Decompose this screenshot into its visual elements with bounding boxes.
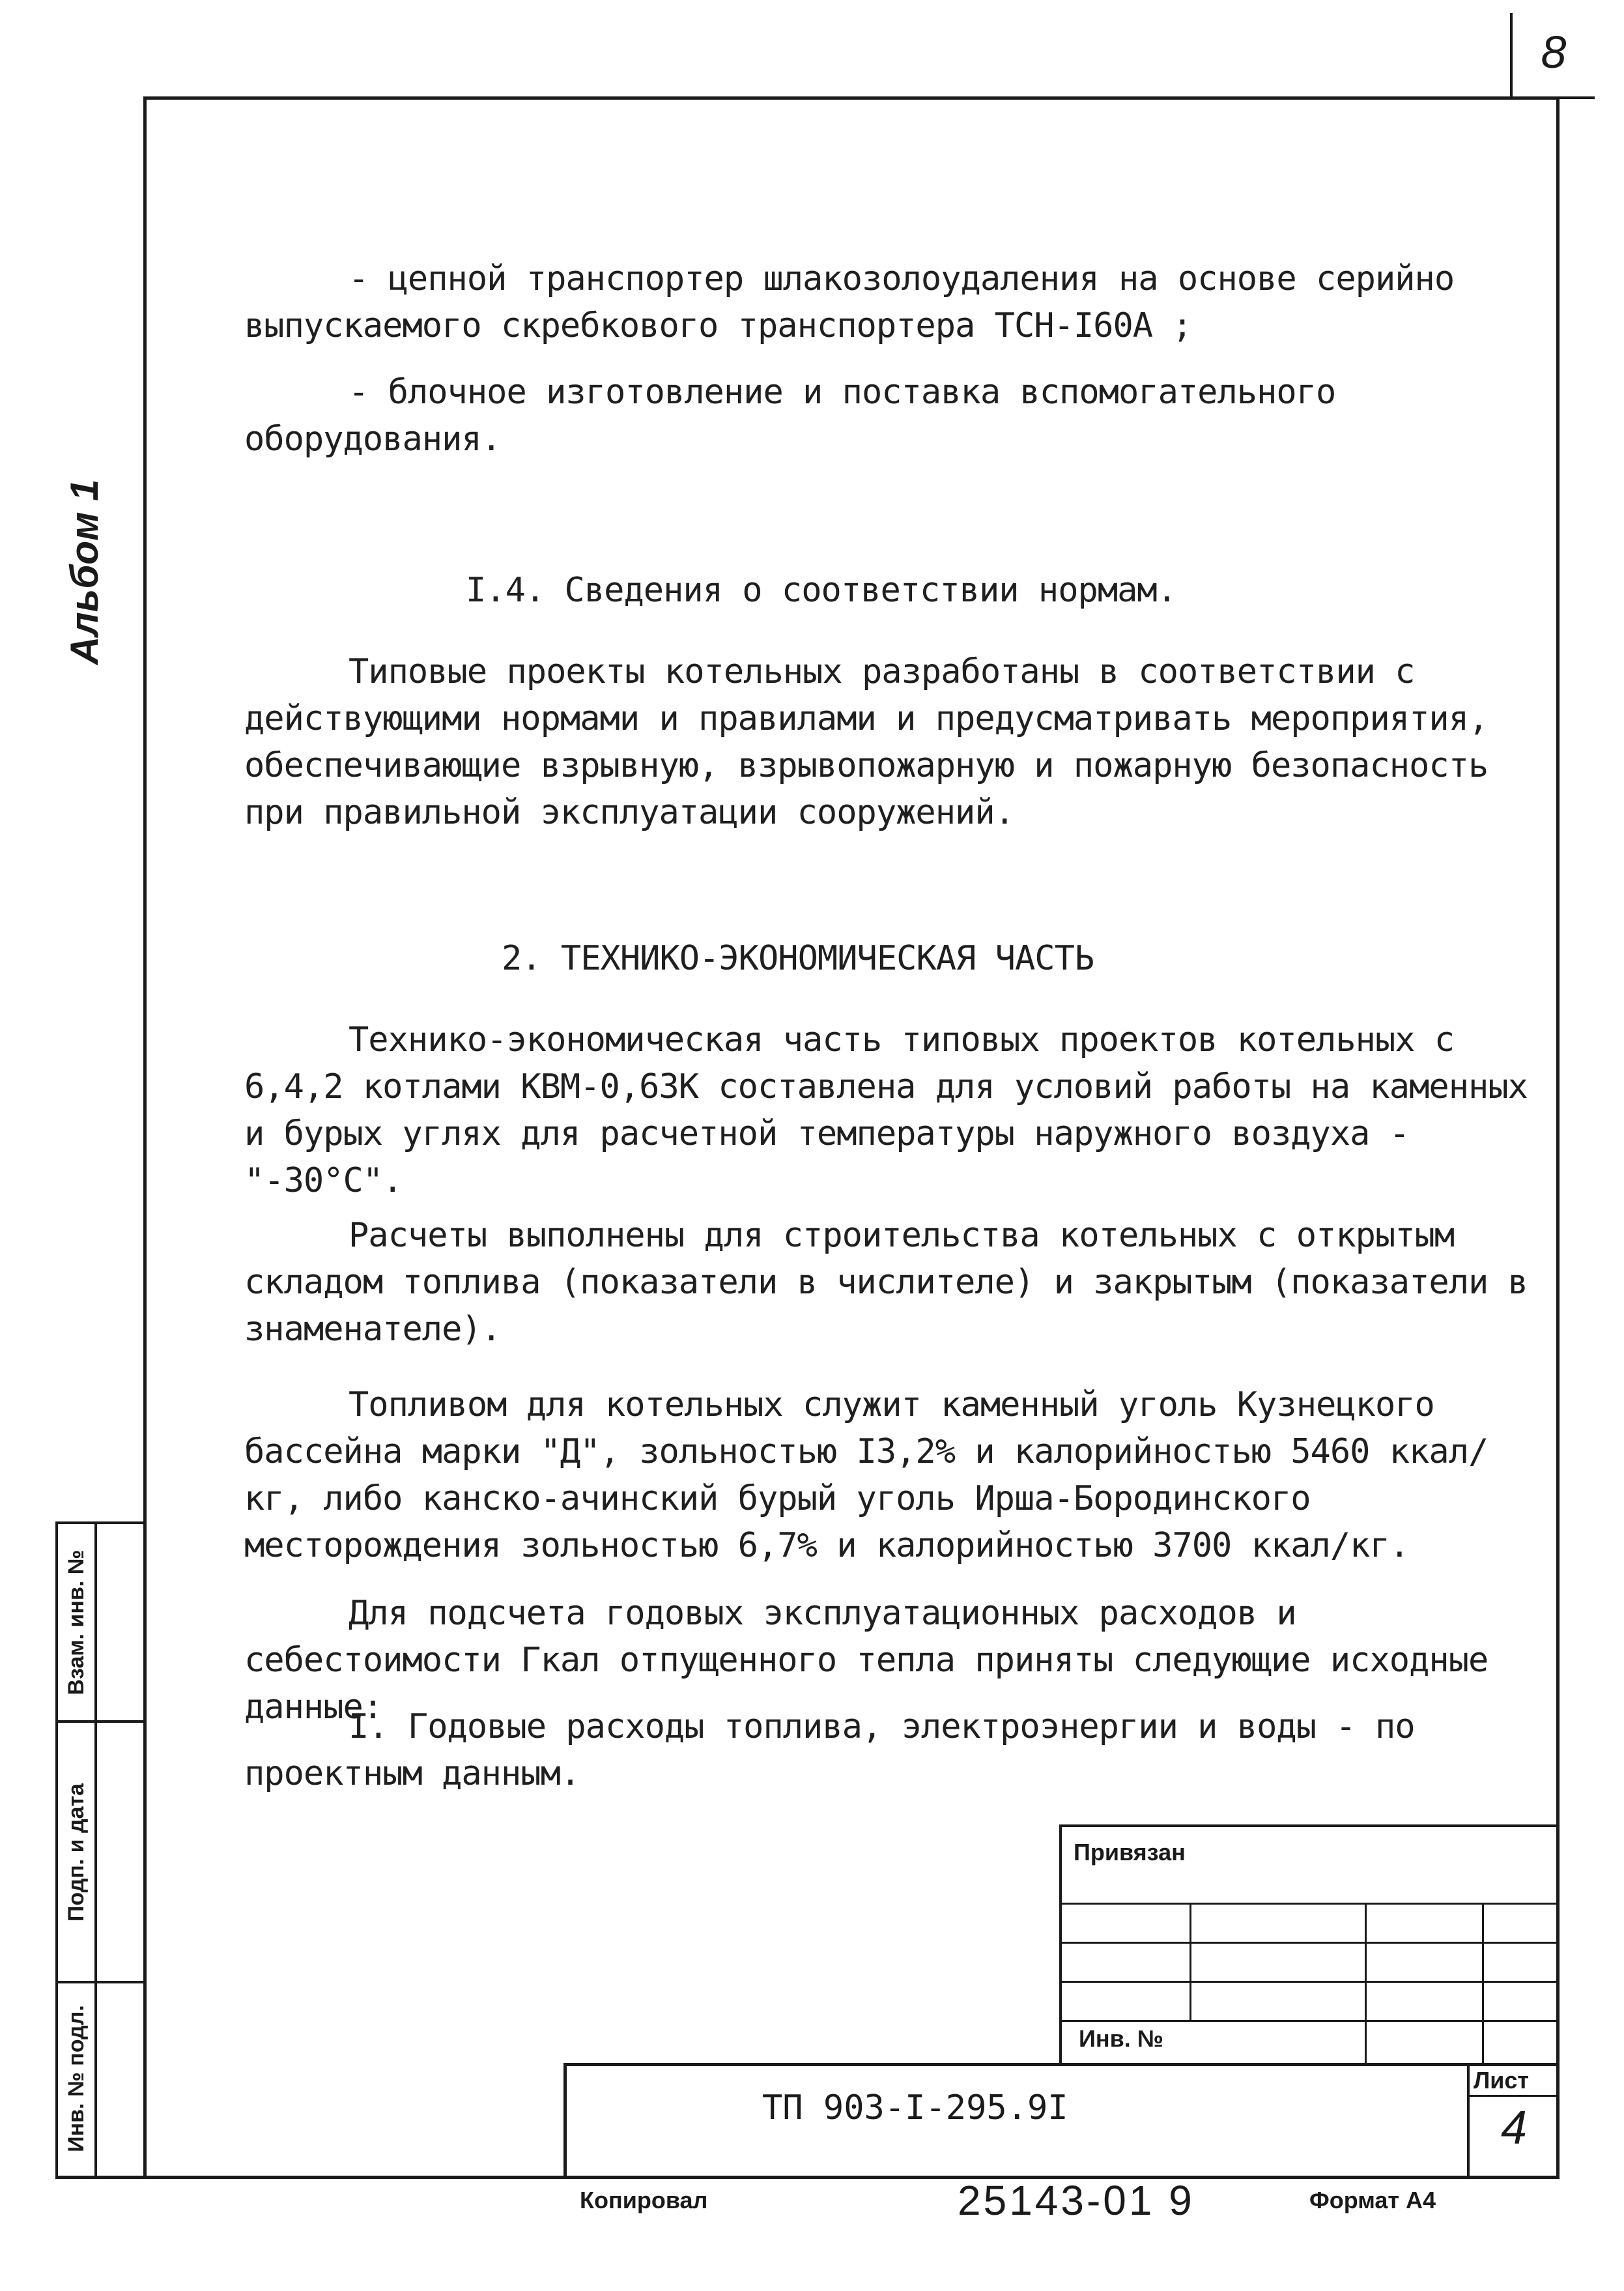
paragraph-annual-consumption: I. Годовые расходы топлива, электроэнергии и воды - по проектным данным.: [244, 1707, 1415, 1793]
document-code: ТП 903-I-295.9I: [762, 2088, 1068, 2127]
frame-top: [143, 96, 1560, 100]
sheet-label: Лист: [1474, 2067, 1530, 2094]
vzam-inv-label: Взам. инв. №: [64, 1549, 89, 1695]
frame-left: [143, 96, 147, 2179]
frame-bottom: [55, 2176, 1560, 2179]
tb-row2: [1059, 1942, 1560, 1944]
paragraph-chain-transporter: - цепной транспортер шлакозолоудаления на основе серийно выпускаемого скребкового транспортера ТСН-I60А ;: [244, 259, 1455, 345]
tb-row3: [1059, 1981, 1560, 1983]
tb-lower-left: [563, 2063, 567, 2177]
tb-col2: [1365, 1903, 1367, 2066]
page-number: 8: [1541, 27, 1567, 78]
podp-data-label: Подп. и дата: [64, 1783, 89, 1922]
side-stamp-inner: [94, 1521, 97, 2176]
inv-no-label: Инв. №: [1079, 2025, 1163, 2052]
tb-lower-top: [563, 2063, 1560, 2066]
paragraph-calculations: Расчеты выполнены для строительства котельных с открытым складом топлива (показатели в числителе) и закрытым (показатели в знаменателе).: [244, 1216, 1528, 1349]
paragraph-norms: Типовые проекты котельных разработаны в соответствии с действующими нормами и правилами и предусматривать мероприятия, обеспечивающие взрывную, взрывопожарную и пожарную безопасность при правильной эксплуатации сооружений.: [244, 652, 1489, 832]
frame-right: [1556, 96, 1560, 2179]
side-stamp-div2: [55, 1981, 147, 1983]
tb-upper-top: [1059, 1824, 1560, 1827]
paragraph-initial-data: Для подсчета годовых эксплуатационных расходов и себестоимости Гкал отпущенного тепла приняты следующие исходные данные:: [244, 1594, 1489, 1727]
tb-col3: [1482, 1903, 1484, 2066]
inv-podl-label: Инв. № подл.: [64, 2005, 89, 2152]
paragraph-fuel: Топливом для котельных служит каменный уголь Кузнецкого бассейна марки "Д", зольностью I3,2% и калорийностью 5460 ккал/кг, либо канско-ачинский бурый уголь Ирша-Бородинского месторождения зольностью 6,7% и калорийностью 3700 ккал/кг.: [244, 1385, 1489, 1565]
tb-row4: [1059, 2020, 1560, 2022]
copied-label: Копировал: [580, 2187, 708, 2213]
heading-tech-econ: 2. ТЕХНИКО-ЭКОНОМИЧЕСКАЯ ЧАСТЬ: [502, 939, 1094, 978]
paragraph-block-fabrication: - блочное изготовление и поставка вспомогательного оборудования.: [244, 373, 1336, 459]
side-stamp-top: [55, 1521, 147, 1524]
format-label: Формат А4: [1309, 2187, 1436, 2213]
tb-upper-left: [1059, 1824, 1062, 2066]
paragraph-tech-econ: Технико-экономическая часть типовых проектов котельных с 6,4,2 котлами КВМ-0,63К составлена для условий работы на каменных и бурых углях для расчетной температуры наружного воздуха - "-30°С".: [244, 1020, 1528, 1200]
album-label: Альбом 1: [63, 479, 106, 665]
sheet-number: 4: [1500, 2102, 1528, 2154]
side-stamp-div1: [55, 1720, 147, 1723]
side-stamp-outer: [55, 1521, 58, 2176]
order-number: 25143-01 9: [958, 2177, 1195, 2224]
tb-col1: [1190, 1903, 1191, 2020]
heading-norms: I.4. Сведения о соответствии нормам.: [466, 571, 1177, 610]
tb-sheet-div: [1467, 2095, 1560, 2097]
tb-row1: [1059, 1903, 1560, 1905]
privyazan-label: Привязан: [1074, 1839, 1186, 1866]
